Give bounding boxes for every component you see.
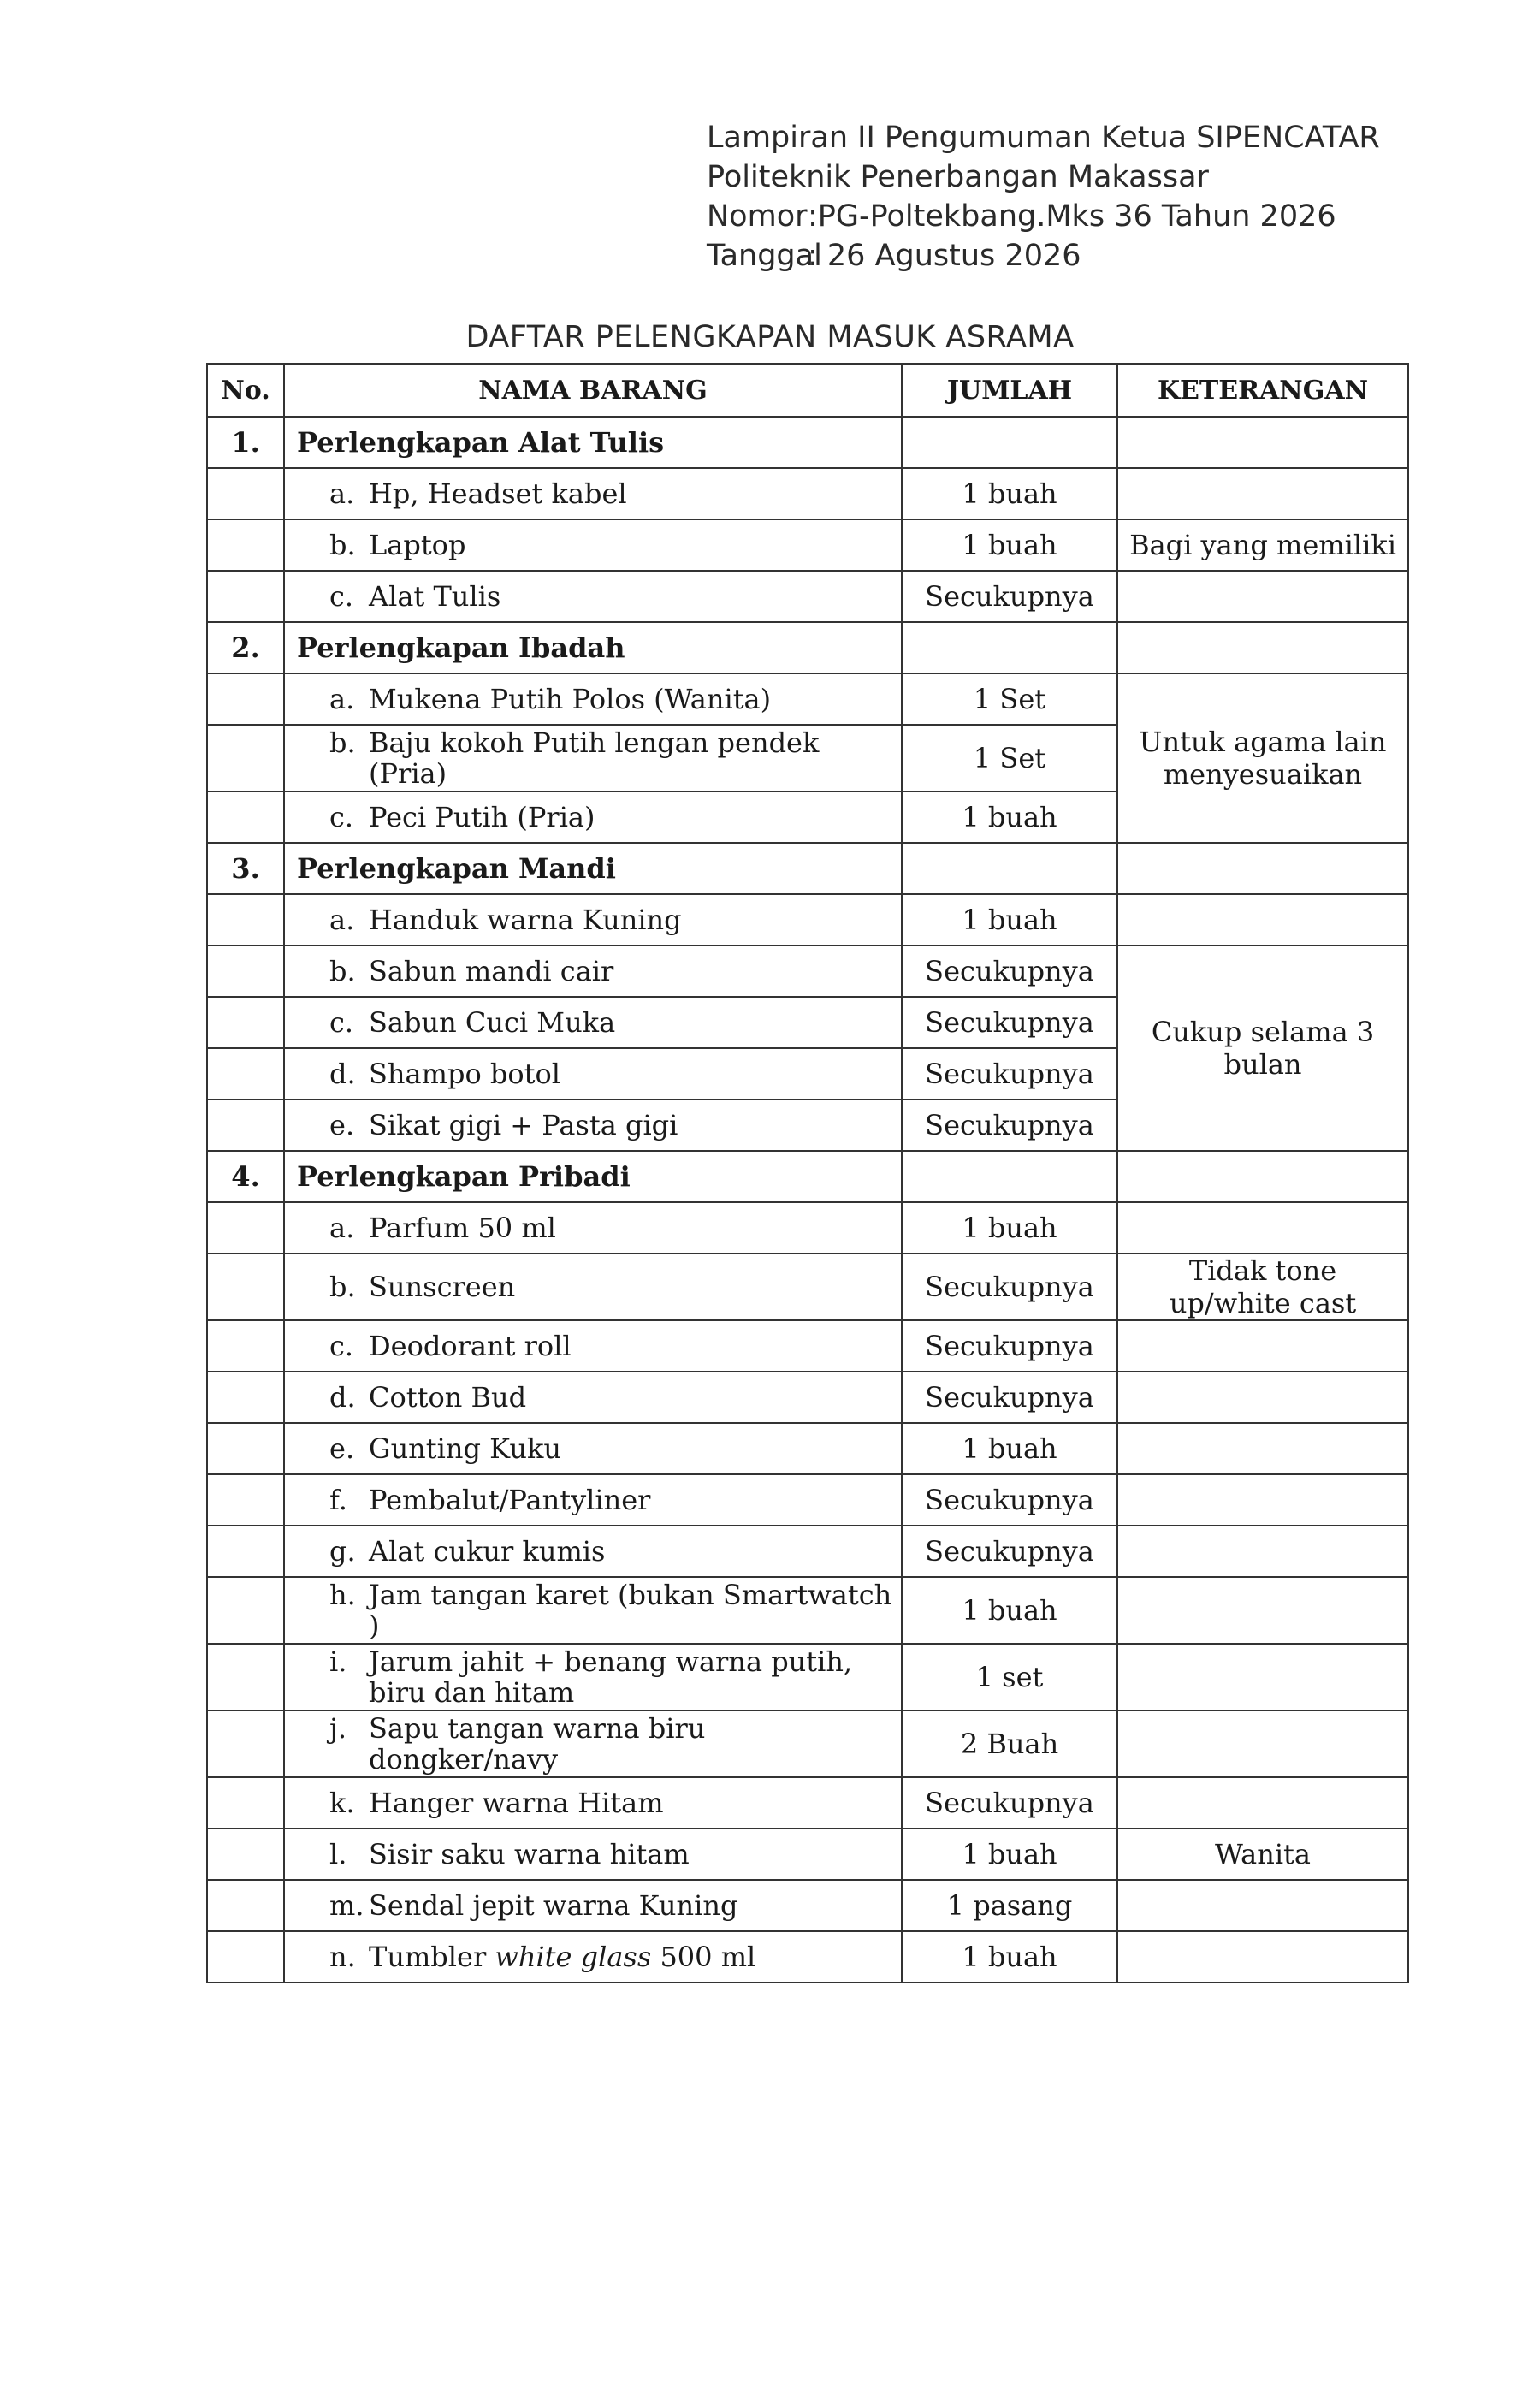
merged-note: Untuk agama lain menyesuaikan	[1117, 673, 1408, 843]
item-letter: m.	[329, 1889, 364, 1922]
section-row	[207, 843, 1408, 894]
empty-cell	[1117, 468, 1408, 519]
empty-cell	[207, 468, 284, 519]
table-row	[207, 519, 1408, 571]
empty-cell	[902, 417, 1117, 468]
empty-cell	[207, 1423, 284, 1474]
item-name	[284, 1100, 902, 1151]
item-label: Sikat gigi + Pasta gigi	[369, 1109, 678, 1141]
empty-cell	[207, 791, 284, 843]
empty-cell	[1117, 1526, 1408, 1577]
item-letter: a.	[329, 1212, 355, 1244]
empty-cell	[207, 1829, 284, 1880]
item-letter: d.	[329, 1058, 356, 1090]
section-number: 2.	[207, 622, 284, 673]
empty-cell	[1117, 571, 1408, 622]
section-row	[207, 417, 1408, 468]
item-name	[284, 1880, 902, 1931]
empty-cell	[1117, 1320, 1408, 1372]
item-quantity: Secukupnya	[902, 1048, 1117, 1100]
section-row	[207, 622, 1408, 673]
item-letter: j.	[329, 1712, 347, 1745]
item-label: Gunting Kuku	[369, 1432, 561, 1465]
item-name	[284, 1254, 902, 1320]
item-quantity: Secukupnya	[902, 1372, 1117, 1423]
item-letter: f.	[329, 1484, 347, 1516]
item-quantity: Secukupnya	[902, 1100, 1117, 1151]
header-nomor	[707, 197, 1380, 236]
item-quantity: Secukupnya	[902, 571, 1117, 622]
item-label: Pembalut/Pantyliner	[369, 1484, 651, 1516]
table-row	[207, 894, 1408, 945]
item-letter: c.	[329, 580, 354, 613]
empty-cell	[1117, 1423, 1408, 1474]
item-label: Baju kokoh Putih lengan pendek (Pria)	[369, 726, 820, 790]
empty-cell	[207, 1474, 284, 1526]
nomor-label: Nomor	[707, 199, 808, 234]
item-label: Sapu tangan warna biru dongker/navy	[369, 1712, 706, 1775]
item-label: Sisir saku warna hitam	[369, 1838, 690, 1870]
empty-cell	[207, 945, 284, 997]
item-quantity: 1 buah	[902, 1931, 1117, 1983]
item-quantity: 1 set	[902, 1644, 1117, 1710]
document-header	[707, 118, 1380, 276]
empty-cell	[207, 1644, 284, 1710]
empty-cell	[1117, 1202, 1408, 1254]
item-letter: c.	[329, 1006, 354, 1039]
item-label: Handuk warna Kuning	[369, 904, 682, 936]
item-name	[284, 673, 902, 725]
table-row	[207, 1931, 1408, 1983]
item-quantity: 1 buah	[902, 1829, 1117, 1880]
item-quantity: Secukupnya	[902, 1320, 1117, 1372]
empty-cell	[1117, 1777, 1408, 1829]
section-name: Perlengkapan Alat Tulis	[284, 417, 902, 468]
section-number: 4.	[207, 1151, 284, 1202]
table-row	[207, 1320, 1408, 1372]
item-label: Deodorant roll	[369, 1330, 572, 1362]
empty-cell	[207, 1048, 284, 1100]
item-name	[284, 1474, 902, 1526]
item-letter: i.	[329, 1645, 347, 1678]
empty-cell	[902, 1151, 1117, 1202]
item-note: Tidak tone up/white cast	[1117, 1254, 1408, 1320]
header-line-lampiran: Lampiran II Pengumuman Ketua SIPENCATAR	[707, 121, 1380, 155]
section-name: Perlengkapan Mandi	[284, 843, 902, 894]
empty-cell	[1117, 1710, 1408, 1777]
empty-cell	[207, 1777, 284, 1829]
document-title: DAFTAR PELENGKAPAN MASUK ASRAMA	[465, 320, 1075, 354]
item-name	[284, 725, 902, 791]
item-letter: g.	[329, 1535, 356, 1568]
empty-cell	[207, 725, 284, 791]
item-letter: b.	[329, 955, 356, 987]
empty-cell	[207, 1880, 284, 1931]
empty-cell	[1117, 417, 1408, 468]
header-jumlah: JUMLAH	[902, 364, 1117, 417]
item-quantity: 1 buah	[902, 1202, 1117, 1254]
empty-cell	[207, 997, 284, 1048]
item-letter: a.	[329, 904, 355, 936]
equipment-table	[206, 363, 1409, 1983]
empty-cell	[1117, 622, 1408, 673]
table-row	[207, 945, 1408, 997]
item-quantity: 1 buah	[902, 1577, 1117, 1644]
item-label: Sunscreen	[369, 1271, 516, 1303]
item-name	[284, 1777, 902, 1829]
item-quantity: 1 pasang	[902, 1880, 1117, 1931]
table-row	[207, 1577, 1408, 1644]
header-line-institution: Politeknik Penerbangan Makassar	[707, 160, 1209, 194]
empty-cell	[1117, 894, 1408, 945]
empty-cell	[207, 571, 284, 622]
item-name	[284, 1644, 902, 1710]
item-name	[284, 571, 902, 622]
item-name	[284, 997, 902, 1048]
item-label: Parfum 50 ml	[369, 1212, 556, 1244]
item-label: Jarum jahit + benang warna putih, biru dan hitam	[369, 1645, 853, 1709]
item-label: Alat Tulis	[369, 580, 501, 613]
table-row	[207, 1880, 1408, 1931]
table-row	[207, 1423, 1408, 1474]
header-keterangan: KETERANGAN	[1117, 364, 1408, 417]
empty-cell	[207, 1931, 284, 1983]
item-label: Hp, Headset kabel	[369, 477, 627, 510]
item-label: Sabun Cuci Muka	[369, 1006, 616, 1039]
empty-cell	[1117, 1644, 1408, 1710]
item-name	[284, 1320, 902, 1372]
item-name	[284, 1526, 902, 1577]
table-row	[207, 1372, 1408, 1423]
table-row	[207, 1644, 1408, 1710]
item-label: Alat cukur kumis	[369, 1535, 606, 1568]
table-row	[207, 1474, 1408, 1526]
empty-cell	[207, 1710, 284, 1777]
empty-cell	[207, 1577, 284, 1644]
item-name	[284, 1202, 902, 1254]
empty-cell	[1117, 1931, 1408, 1983]
item-name	[284, 1048, 902, 1100]
empty-cell	[1117, 1880, 1408, 1931]
table-row	[207, 673, 1408, 725]
item-name	[284, 1829, 902, 1880]
item-label: Laptop	[369, 529, 466, 561]
item-label: Hanger warna Hitam	[369, 1787, 664, 1819]
item-letter: b.	[329, 529, 356, 561]
item-quantity: 1 buah	[902, 791, 1117, 843]
item-label-italic: white glass	[495, 1941, 652, 1973]
item-quantity: 1 buah	[902, 468, 1117, 519]
item-name	[284, 468, 902, 519]
item-label-prefix: Tumbler	[369, 1941, 495, 1973]
item-quantity: 1 Set	[902, 673, 1117, 725]
item-letter: e.	[329, 1109, 355, 1141]
empty-cell	[207, 1320, 284, 1372]
item-quantity: 1 Set	[902, 725, 1117, 791]
table-row	[207, 1202, 1408, 1254]
item-quantity: 1 buah	[902, 519, 1117, 571]
section-row	[207, 1151, 1408, 1202]
item-letter: b.	[329, 1271, 356, 1303]
section-name: Perlengkapan Ibadah	[284, 622, 902, 673]
empty-cell	[902, 843, 1117, 894]
empty-cell	[207, 673, 284, 725]
section-number: 1.	[207, 417, 284, 468]
item-label: Jam tangan karet (bukan Smartwatch )	[369, 1579, 892, 1642]
empty-cell	[207, 1372, 284, 1423]
table-row	[207, 1526, 1408, 1577]
item-quantity: Secukupnya	[902, 945, 1117, 997]
item-name	[284, 519, 902, 571]
item-name	[284, 1423, 902, 1474]
item-letter: d.	[329, 1381, 356, 1414]
table-header-row	[207, 364, 1408, 417]
nomor-value: :PG-Poltekbang.Mks 36 Tahun 2026	[808, 199, 1336, 234]
item-quantity: Secukupnya	[902, 1254, 1117, 1320]
item-name	[284, 1710, 902, 1777]
item-letter: a.	[329, 477, 355, 510]
item-quantity: 2 Buah	[902, 1710, 1117, 1777]
item-quantity: Secukupnya	[902, 1526, 1117, 1577]
empty-cell	[1117, 1372, 1408, 1423]
empty-cell	[207, 1202, 284, 1254]
item-quantity: Secukupnya	[902, 1474, 1117, 1526]
item-quantity: Secukupnya	[902, 997, 1117, 1048]
empty-cell	[207, 894, 284, 945]
item-letter: a.	[329, 683, 355, 715]
empty-cell	[207, 519, 284, 571]
table-row	[207, 468, 1408, 519]
merged-note: Cukup selama 3 bulan	[1117, 945, 1408, 1151]
item-letter: k.	[329, 1787, 355, 1819]
item-label: Cotton Bud	[369, 1381, 527, 1414]
empty-cell	[1117, 1577, 1408, 1644]
empty-cell	[902, 622, 1117, 673]
header-no: No.	[207, 364, 284, 417]
item-letter: l.	[329, 1838, 347, 1870]
item-letter: e.	[329, 1432, 355, 1465]
empty-cell	[207, 1100, 284, 1151]
empty-cell	[1117, 1474, 1408, 1526]
item-quantity: Secukupnya	[902, 1777, 1117, 1829]
item-label: Peci Putih (Pria)	[369, 801, 595, 833]
header-nama-barang: NAMA BARANG	[284, 364, 902, 417]
table-row	[207, 1829, 1408, 1880]
section-name: Perlengkapan Pribadi	[284, 1151, 902, 1202]
item-letter: c.	[329, 1330, 354, 1362]
item-name	[284, 1577, 902, 1644]
item-quantity: 1 buah	[902, 1423, 1117, 1474]
item-name	[284, 894, 902, 945]
item-letter: b.	[329, 726, 356, 759]
item-label-suffix: 500 ml	[651, 1941, 756, 1973]
item-quantity: 1 buah	[902, 894, 1117, 945]
empty-cell	[207, 1254, 284, 1320]
item-letter: h.	[329, 1579, 356, 1611]
item-name	[284, 791, 902, 843]
item-label: Shampo botol	[369, 1058, 560, 1090]
item-note: Bagi yang memiliki	[1117, 519, 1408, 571]
tanggal-label: Tanggal	[707, 239, 822, 273]
item-letter: c.	[329, 801, 354, 833]
header-tanggal	[707, 236, 1380, 276]
empty-cell	[207, 1526, 284, 1577]
item-name	[284, 945, 902, 997]
item-name	[284, 1372, 902, 1423]
item-label: Sabun mandi cair	[369, 955, 614, 987]
empty-cell	[1117, 1151, 1408, 1202]
item-letter: n.	[329, 1941, 356, 1973]
item-name	[284, 1931, 902, 1983]
empty-cell	[1117, 843, 1408, 894]
table-row	[207, 571, 1408, 622]
item-label: Mukena Putih Polos (Wanita)	[369, 683, 772, 715]
table-row	[207, 1710, 1408, 1777]
table-row	[207, 1254, 1408, 1320]
table-row	[207, 1777, 1408, 1829]
item-label: Sendal jepit warna Kuning	[369, 1889, 738, 1922]
section-number: 3.	[207, 843, 284, 894]
item-note: Wanita	[1117, 1829, 1408, 1880]
tanggal-value: : 26 Agustus 2026	[808, 239, 1081, 273]
